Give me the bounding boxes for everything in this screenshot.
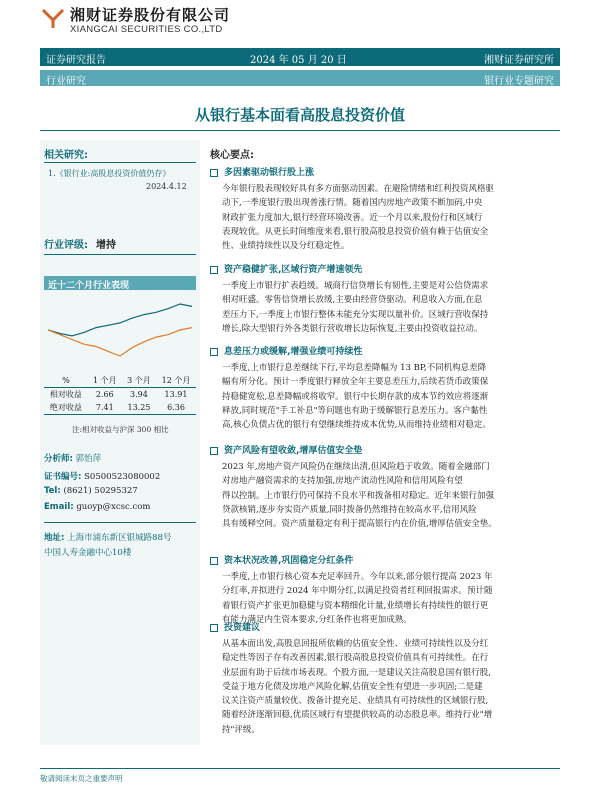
header-bar [40,48,560,66]
report-type: 银行业专题研究 [484,76,554,87]
table-header: % [44,374,88,388]
related-item-date: 2024.4.12 [146,182,187,191]
section-heading: 资产风险有望收敛,增厚估值安全垫 [210,443,362,456]
table-row: 相对收益 2.66 3.94 13.91 [49,390,188,399]
section-heading: 多因素驱动银行股上涨 [210,165,314,178]
performance-chart [44,300,196,360]
text-line: 具有缓释空间。资产质量稳定有利于提高银行内在价值,增厚估值安全垫。 [222,519,497,530]
chart-title: 近十二个月行业表现 [48,281,130,291]
section-heading: 资产稳健扩张,区域行资产增速领先 [210,262,362,275]
text-line: 稳定性等因子存有改善因素,银行股高股息投资价值具有可持续性。在行 [222,653,489,664]
section-paragraph [222,279,560,336]
series-line-0 [48,304,192,336]
sub-header-bar [40,70,560,86]
footer-divider [40,768,560,769]
doc-type: 证券研究报告 [46,55,106,66]
institute: 湘财证券研究所 [484,55,554,66]
company-name-cn: 湘财证券股份有限公司 [70,6,231,24]
text-line: 财政扩张力度加大,银行经营环境改善。近一个月以来,股份行和区域行 [222,212,483,223]
text-line: 持稳健宽松,息差降幅或将收窄。银行中长期存款的成本节约效应将逐渐 [222,391,489,402]
text-line: 增长,除大型银行外各类银行营收增长边际恢复,主要由投资收益拉动。 [222,323,483,334]
text-line: 受益于地方化债及房地产风险化解,估值安全性有望进一步巩固;二是建 [222,681,483,692]
company-logo-icon [41,6,65,30]
text-line: 幅有所分化。预计一季度银行释放全年主要息差压力,后续若货币政策保 [222,377,489,388]
section-heading: 息差压力或缓解,增强业绩可持续性 [210,344,362,357]
report-date: 2024 年 05 月 20 日 [250,55,347,66]
divider [44,254,196,255]
text-line: 一季度上市银行扩表趋缓。城商行信贷增长有韧性,主要是对公信贷需求 [222,281,489,291]
series-line-1 [48,328,192,356]
text-line: 一季度,上市银行核心资本充足率回升。今年以来,部分银行提高 2023 年 [222,572,493,582]
cert-number: 证书编号: S0500523080002 [44,472,161,482]
divider [44,522,196,523]
title-divider [40,130,560,131]
related-item[interactable]: 1.《银行业:高股息投资价值仍存》 [48,169,171,178]
page-title: 从银行基本面看高股息投资价值 [194,106,405,124]
square-bullet-icon [210,348,218,356]
rating-value: 增持 [96,240,116,251]
disclaimer-note: 敬请阅读末页之重要声明 [40,774,123,783]
text-line: 表现较优。从更长时间维度来看,银行股高股息投资价值有赖于估值安全 [222,226,489,237]
section-heading: 资本状况改善,巩固稳定分红条件 [210,553,353,566]
performance-table [44,374,196,415]
sidebar [40,140,200,745]
section-paragraph [222,637,560,737]
text-line: 议关注资产质量较优、拨备计提充足、业绩具有可持续性的区域银行股, [222,696,489,707]
table-row: 绝对收益 7.41 13.25 6.36 [44,401,196,415]
text-line: 2023 年,房地产资产风险仍在继续出清,但风险趋于收敛。随着金融部门 [222,462,490,472]
text-line: 一季度,上市银行息差继续下行,平均息差降幅为 13 BP,不同机构息差降 [222,363,487,373]
category: 行业研究 [46,76,86,87]
text-line: 持"评级。 [222,724,260,735]
table-note: 注:相对收益与沪深 300 相比 [72,425,169,434]
square-bullet-icon [210,266,218,274]
text-line: 动下,一季度银行股出现普涨行情。随着国内房地产政策不断加码,中央 [222,198,483,209]
text-line: 业层面有助于后续市场表现。个股方面,一是建议关注高股息国有银行股, [222,667,491,678]
table-header: 3 个月 [122,374,156,388]
text-line: 差压力下,一季度上市银行整体未能充分实现以量补价。区域行营收保持 [222,309,489,320]
text-line: 相对旺盛。零售信贷增长放缓,主要由经营贷驱动。利息收入方面,在息 [222,295,483,306]
section-paragraph [222,182,560,253]
text-line: 今年银行股表现较好具有多方面驱动因素。在避险情绪和红利投资风格驱 [222,184,495,194]
analyst: 分析师: 郭怡萍 [44,454,102,464]
text-line: 得以控制。上市银行仍可保持不良水平和拨备相对稳定。近年来银行加强 [222,490,495,501]
table-header: 1 个月 [88,374,122,388]
email[interactable]: Email: guoyp@xcsc.com [44,502,151,512]
text-line: 从基本面出发,高股息回报所依赖的估值安全性、业绩可持续性以及分红 [222,639,489,649]
address: 地址: 上海市浦东新区银城路88号 [44,533,172,543]
section-paragraph [222,460,560,531]
company-name-en: XIANGCAI SECURITIES CO.,LTD [70,24,223,35]
text-line: 贷款核销,逐步夯实资产质量,同时拨备仍然维持在较高水平,信用风险 [222,504,477,515]
section-heading: 投资建议 [210,620,260,633]
text-line: 高,核心负债占优的银行有望继续维持成本优势,从而维持业绩相对稳定。 [222,420,491,431]
text-line: 释放,同时规范"手工补息"等问题也有助于缓解银行息差压力。客户黏性 [222,405,488,416]
square-bullet-icon [210,447,218,455]
core-points-title: 核心要点: [210,150,254,161]
text-line: 性、业绩持续性以及分红稳定性。 [222,241,350,252]
related-research-title: 相关研究: [44,150,88,161]
square-bullet-icon [210,169,218,177]
text-line: 对房地产融资需求的支持加强,房地产流动性风险和信用风险有望 [222,476,463,487]
text-line: 随着经济逐渐回稳,优质区域行有望提供较高的动态股息率。维持行业"增 [222,710,493,721]
square-bullet-icon [210,557,218,565]
table-header: 12 个月 [156,374,196,388]
rating-label: 行业评级: [44,240,88,251]
address-line-2: 中国人寿金融中心10楼 [44,548,132,558]
tel: Tel: (8621) 50295327 [44,486,138,496]
text-line: 有能力满足内生资本要求,分红条件也将更加成熟。 [222,614,412,625]
square-bullet-icon [210,624,218,632]
text-line: 分红率,并拟进行 2024 年中期分红,以满足投资者红利回报需求。预计随 [222,586,493,597]
divider [44,162,196,163]
section-paragraph [222,361,560,432]
section-paragraph [222,570,560,627]
text-line: 着银行资产扩张更加稳健与资本精细化计量,业绩增长有持续性的银行更 [222,600,489,611]
